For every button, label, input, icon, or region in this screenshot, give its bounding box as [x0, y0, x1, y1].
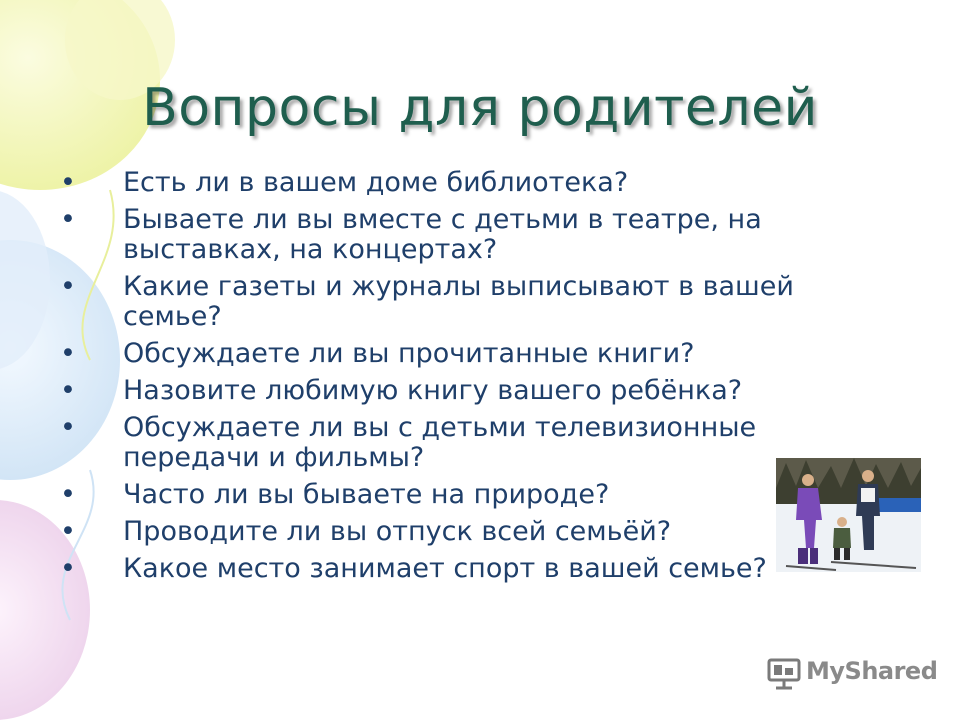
list-item-text: Какие газеты и журналы выписывают в вашей семье? [123, 271, 794, 332]
list-item [60, 413, 880, 473]
bullet: • [60, 167, 76, 198]
family-skiing-photo [776, 458, 921, 572]
bullet: • [60, 553, 76, 584]
list-item [60, 376, 880, 406]
list-item-text: Обсуждаете ли вы прочитанные книги? [123, 338, 695, 369]
bullet: • [60, 338, 76, 369]
list-item-text: Какое место занимает спорт в вашей семье? [123, 553, 767, 584]
presentation-board-icon [766, 656, 802, 690]
question-list [60, 168, 880, 591]
list-item-text: Обсуждаете ли вы с детьми телевизионные передачи и фильмы? [123, 412, 757, 473]
bullet: • [60, 204, 76, 235]
bullet: • [60, 479, 76, 510]
bullet: • [60, 412, 76, 443]
list-item [60, 205, 880, 265]
list-item [60, 339, 880, 369]
list-item [60, 272, 880, 332]
list-item-text: Бываете ли вы вместе с детьми в театре, на выставках, на концертах? [123, 204, 762, 265]
bullet: • [60, 271, 76, 302]
watermark-text: MyShared [806, 657, 938, 685]
list-item [60, 554, 880, 584]
list-item [60, 517, 880, 547]
list-item-text: Есть ли в вашем доме библиотека? [123, 167, 629, 198]
list-item [60, 480, 880, 510]
list-item-text: Назовите любимую книгу вашего ребёнка? [123, 375, 743, 406]
slide-title: Вопросы для родителей [142, 78, 818, 138]
bullet: • [60, 375, 76, 406]
bullet: • [60, 516, 76, 547]
list-item-text: Проводите ли вы отпуск всей семьёй? [123, 516, 672, 547]
list-item-text: Часто ли вы бываете на природе? [123, 479, 610, 510]
list-item [60, 168, 880, 198]
